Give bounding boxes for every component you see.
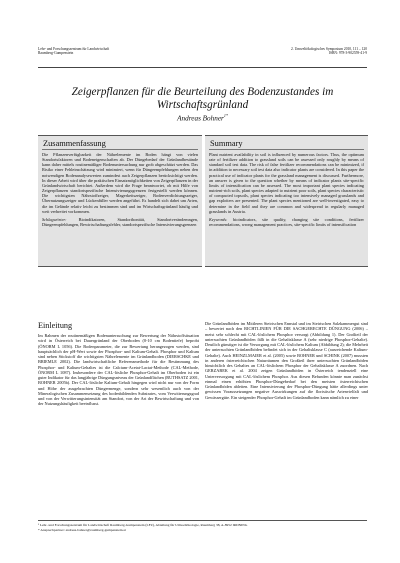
zusammenfassung-body <box>42 152 198 227</box>
zusammenfassung-heading: Zusammenfassung <box>42 136 198 150</box>
keywords <box>209 217 364 227</box>
schlagwoerter-label: Schlagwörter: <box>42 216 67 222</box>
schlagwoerter <box>42 217 198 227</box>
author-name: Andreas Bohner <box>177 114 224 123</box>
zusammenfassung-text: Die Pflanzenverfügbarkeit der Nährelemente im Boden hängt von vielen Standortsfaktoren und Bodeneigenschaften ab. Der Düngebedarf der Grünlandbestände kann daher mittels routinemäßiger Bodenuntersuchung nur grob abgeschätzt werden. Das Risiko einer Fehleinschätzung wird minimiert, wenn für Düngeempfehlungen neben den notwendigen Bodenanalysewerten zumindest auch Zeigerpflanzen berücksichtigt werden. In dieser Arbeit wird über die praktischen Einsatzmöglichkeiten von Zeigerpflanzen in der Grünlandwirtschaft berichtet. Außerdem wird die Frage beantwortet, ob mit Hilfe von Zeigerpflanzen standortspezifische Intensivierungsgrenzen festgestellt werden können. Die wichtigsten Nährstoffzeiger, Magerkeitszeiger, Bodenverdichtungszeiger, Übernutzungszeiger und Lückenfüller werden angeführt. Es handelt sich dabei um Arten, die im Gelände relativ leicht zu bestimmen sind und im Wirtschaftsgrünland häufig und weit verbreitet vorkommen. <box>42 152 198 214</box>
header-isbn: ISBN: 978-3-902559-41-9 <box>328 51 367 56</box>
zusammenfassung-box <box>38 135 202 267</box>
footnotes <box>38 520 367 532</box>
einleitung-heading: Einleitung <box>38 321 73 330</box>
paper-title <box>38 86 367 111</box>
keywords-list: bioindicators, site quality, changing site conditions, fertilizer recommendations, wrong management practices, site-specific limits of intensification <box>209 216 364 228</box>
summary-box <box>205 135 368 267</box>
header-left-line1: Lehr- und Forschungszentrum für Landwirtschaft <box>38 47 110 51</box>
header-symposium <box>187 47 367 56</box>
footnote-contact: * Ansprechpartner: andreas.bohner@raumberg-gumpenstein.at <box>38 527 126 532</box>
body-column-left <box>38 333 199 407</box>
body-column-right <box>205 321 368 400</box>
header-left-line2: Raumberg-Gumpenstein <box>38 51 74 56</box>
header-right-line1: 2. Umweltökologisches Symposium 2010, 111 – 120 <box>291 47 367 51</box>
footnote-affiliation: ¹ Lehr- und Forschungszentrum für Landwirtschaft Raumberg-Gumpenstein (LFZ), Abteilung für Umweltökologie, Raumberg 38, A-8952 IRDNING <box>38 523 248 527</box>
summary-body <box>209 152 364 227</box>
right-column-paragraph: Die Grünlandböden im Mittleren Steirischen Ennstal und im Steirischen Salzkammergut sind – bewertet nach den RICHTLINIEN FÜR DIE SACHGERECHTE DÜNGUNG (2006) – meist sehr schlecht mit CAL-löslichem Phosphor versorgt (Abbildung 1). Der Großteil der untersuchten Grünlandböden fällt in die Gehaltsklasse A (sehr niedrige Phosphor-Gehalte). Deutlich günstiger ist die Versorgung mit CAL-löslichem Kalium (Abbildung 2); die Mehrheit der untersuchten Grünlandböden befindet sich in der Gehaltsklasse C (ausreichende Kalium-Gehalte). Auch HEINZLMAIER et al. (2005) sowie BOHNER und SCHINK (2007) mussten in anderen österreichischen Naturräumen den Großteil ihrer untersuchten Grünlandböden hinsichtlich des Gehaltes an CAL-löslichem Phosphor der Gehaltsklasse A zuordnen. Nach GERZABEK et al. 2004 zeigen Grünlandböden in Österreich tendenziell eine Unterversorgung mit CAL-löslichem Phosphor. Aus diesen Befunden könnte man zunächst einmal einen erhöhten Phosphor-Düngebedarf bei den meisten österreichischen Grünlandböden ableiten. Eine Intensivierung der Phosphor-Düngung hätte allerdings unter gewissen Voraussetzungen negative Auswirkungen auf die floristische Artenvielfalt und Gewässergüte. Ein steigender Phosphor-Gehalt im Grünlandboden kann nämlich zu einer <box>205 321 368 400</box>
summary-heading: Summary <box>209 136 364 150</box>
title-line2: Wirtschaftsgrünland <box>156 98 249 111</box>
keywords-label: Keywords: <box>209 216 228 222</box>
schlagwoerter-list: Bioindikatoren, Standortbonität, Standortverändemngen, Düngeempfehlungen, Bewirtschaftungsfehler, standortspezifische Intensivierungsgrenzen <box>42 216 198 228</box>
header-institution <box>38 47 188 56</box>
running-header <box>38 47 367 68</box>
title-line1: Zeigerpflanzen für die Beurteilung des Bodenzustandes im <box>71 86 334 98</box>
author-footnote-mark: 1* <box>223 113 228 118</box>
summary-text: Plant nutrient availability in soil is influenced by numerous factors. Thus, the optimum rate of fertilizer addition to grassland soils can be assessed only roughly by means of standard soil test data. The risk of false fertilizer recommendations can be minimized, if in addition to necessary soil test data also indicator plants are considered. In this paper the practical use of indicator plants for the grassland management is discussed. Furthermore, an answer is given to the question whether by means of indicator plants site-specific limits of intensification can be assessed. The most important plant species indicating nutrient-rich soils, plant species adapted to nutrient poor soils, plant species characteristic of compacted topsoils, plant species indicating too intensively managed grasslands and gap exploiters are presented. The plant species mentioned are well-investigated, easy to determine in the field and they are common and widespread in regularly managed grasslands in Austria. <box>209 152 364 214</box>
author-line <box>38 113 367 122</box>
einleitung-paragraph: Im Rahmen der routinemäßigen Bodenuntersuchung zur Bewertung der Nährstoffsituation wird in Österreich bei Dauergrünland der Oberboden (0-10 cm Bodentiefe) beprobt (ÖNORM L 1056). Die Bodenparameter, die zur Bewertung herangezogen werden, sind hauptsächlich der pH-Wert sowie der Phosphor- und Kalium-Gehalt. Phosphor und Kalium sind neben Stickstoff die wichtigsten Nährelemente im Grünlandboden (DIERSCHKE und BRIEMLE 2002). Die landwirtschaftliche Referenzmethode für die Bestimmung des Phosphor- und Kalium-Gehaltes ist die Calcium-Acetat-Lactat-Methode (CAL-Methode, ÖNORM L 1087). Insbesondere der CAL-lösliche Phosphor-Gehalt im Oberboden ist ein guter Indikator für das langjährige Düngungsniveau der Grünlandflächen (RUTHSATZ 2001, BOHNER 2005b). Der CAL-lösliche Kalium-Gehalt hingegen wird nicht nur von der Form und Höhe der ausgebrachten Düngermenge, sondern sehr wesentlich auch von der Mineralogischen Zusammensetzung des bodenbildenden Substrates, vom Verwitterungsgrad und von der Verwitterungsintensität am Standort, von der Art der Bewirtschaftung und von der Nutzungshäufigkeit beeinflusst. <box>38 333 199 407</box>
